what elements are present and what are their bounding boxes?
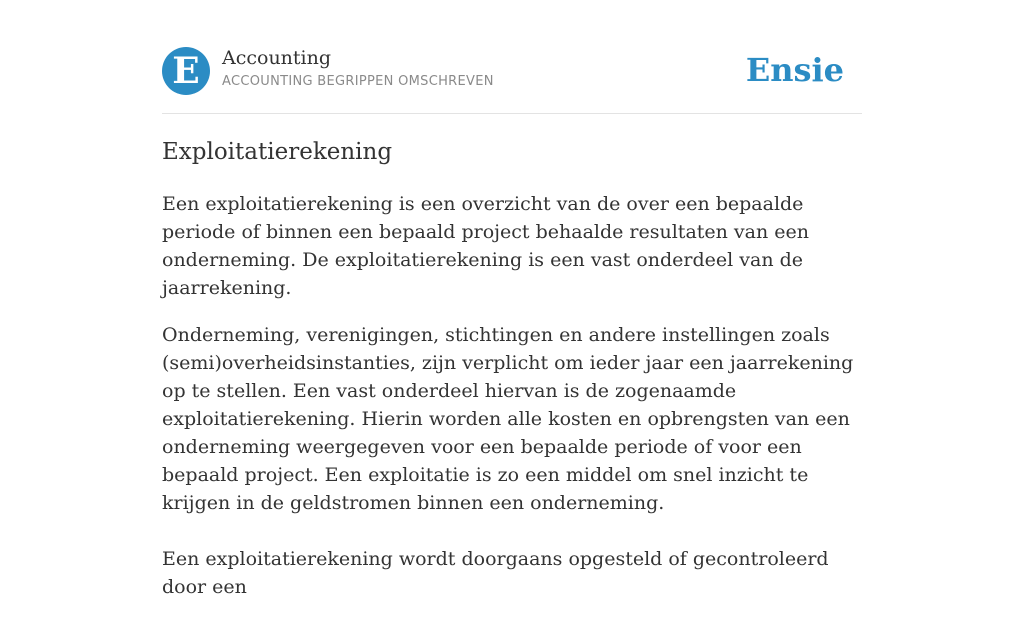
- paragraph: Een exploitatierekening wordt doorgaans opgesteld of gecontroleerd door een: [162, 548, 829, 598]
- header: [162, 46, 862, 96]
- article-body: [162, 190, 862, 620]
- paragraph: Een exploitatierekening is een overzicht van de over een bepaalde periode of binnen een bepaald project behaalde resultaten van een onderneming. De exploitatierekening is een vast onderdeel van de jaarrekening.: [162, 193, 809, 299]
- header-divider: [162, 113, 862, 114]
- site-title[interactable]: Accounting: [222, 47, 332, 69]
- paragraph: Onderneming, verenigingen, stichtingen en andere instellingen zoals (semi)overheidsinstanties, zijn verplicht om ieder jaar een jaarrekening op te stellen. Een vast onderdeel hiervan is de zogenaamde exploitatierekening. Hierin worden alle kosten en opbrengsten van een onderneming weergegeven voor een bepaalde periode of voor een bepaald project. Een exploitatie is zo een middel om snel inzicht te krijgen in de geldstromen binnen een onderneming.: [162, 324, 854, 514]
- site-subtitle: ACCOUNTING BEGRIPPEN OMSCHREVEN: [222, 74, 494, 89]
- article-title: Exploitatierekening: [162, 139, 393, 165]
- site-logo-icon[interactable]: E: [162, 47, 210, 95]
- brand-logo[interactable]: Ensie: [745, 51, 844, 89]
